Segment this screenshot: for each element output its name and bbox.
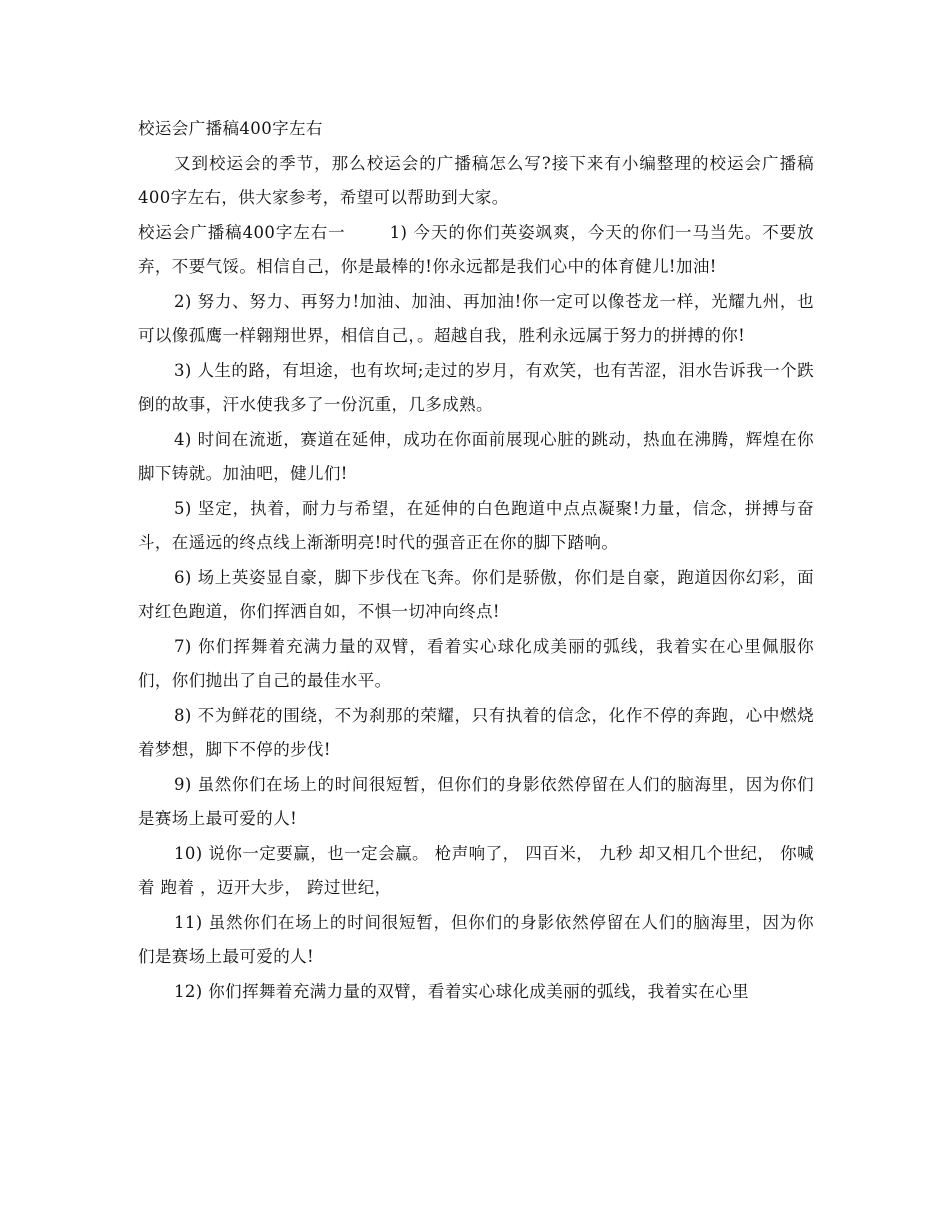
- section-first-paragraph: [138, 216, 814, 285]
- section-heading: 校运会广播稿400字左右一: [138, 222, 346, 242]
- item-2: 2) 努力、努力、再努力!加油、加油、再加油!你一定可以像苍龙一样，光耀九州，也可以像孤鹰一样翱翔世界，相信自己，。超越自我，胜利永远属于努力的拼搏的你!: [138, 291, 814, 345]
- item-6: 6) 场上英姿显自豪，脚下步伐在飞奔。你们是骄傲，你们是自豪，跑道因你幻彩，面对红色跑道，你们挥洒自如，不惧一切冲向终点!: [138, 567, 814, 621]
- item-11: 11) 虽然你们在场上的时间很短暂，但你们的身影依然停留在人们的脑海里，因为你们是赛场上最可爱的人!: [138, 912, 814, 966]
- item-9: 9) 虽然你们在场上的时间很短暂，但你们的身影依然停留在人们的脑海里，因为你们是赛场上最可爱的人!: [138, 774, 814, 828]
- intro-paragraph: 又到校运会的季节，那么校运会的广播稿怎么写?接下来有小编整理的校运会广播稿400字左右，供大家参考，希望可以帮助到大家。: [138, 153, 814, 207]
- item-1: 1) 今天的你们英姿飒爽，今天的你们一马当先。不要放弃，不要气馁。相信自己，你是最棒的!你永远都是我们心中的体育健儿!加油!: [138, 222, 814, 276]
- item-8: 8) 不为鲜花的围绕，不为刹那的荣耀，只有执着的信念，化作不停的奔跑，心中燃烧着梦想，脚下不停的步伐!: [138, 705, 814, 759]
- item-4: 4) 时间在流逝，赛道在延伸，成功在你面前展现心脏的跳动，热血在沸腾，辉煌在你脚下铸就。加油吧，健儿们!: [138, 429, 814, 483]
- document-page: [138, 112, 814, 1009]
- document-title: 校运会广播稿400字左右: [138, 119, 323, 138]
- item-10: 10) 说你一定要赢，也一定会赢。 枪声响了， 四百米， 九秒 却又相几个世纪， 你喊着 跑着 ，迈开大步， 跨过世纪，: [138, 843, 814, 897]
- item-7: 7) 你们挥舞着充满力量的双臂，看着实心球化成美丽的弧线，我着实在心里佩服你们，你们抛出了自己的最佳水平。: [138, 636, 814, 690]
- item-3: 3) 人生的路，有坦途，也有坎坷;走过的岁月，有欢笑，也有苦涩，泪水告诉我一个跌倒的故事，汗水使我多了一份沉重，几多成熟。: [138, 360, 814, 414]
- item-12: 12) 你们挥舞着充满力量的双臂，看着实心球化成美丽的弧线，我着实在心里: [174, 981, 750, 1001]
- item-5: 5) 坚定，执着，耐力与希望，在延伸的白色跑道中点点凝聚!力量，信念，拼搏与奋斗，在遥远的终点线上渐渐明亮!时代的强音正在你的脚下踏响。: [138, 498, 814, 552]
